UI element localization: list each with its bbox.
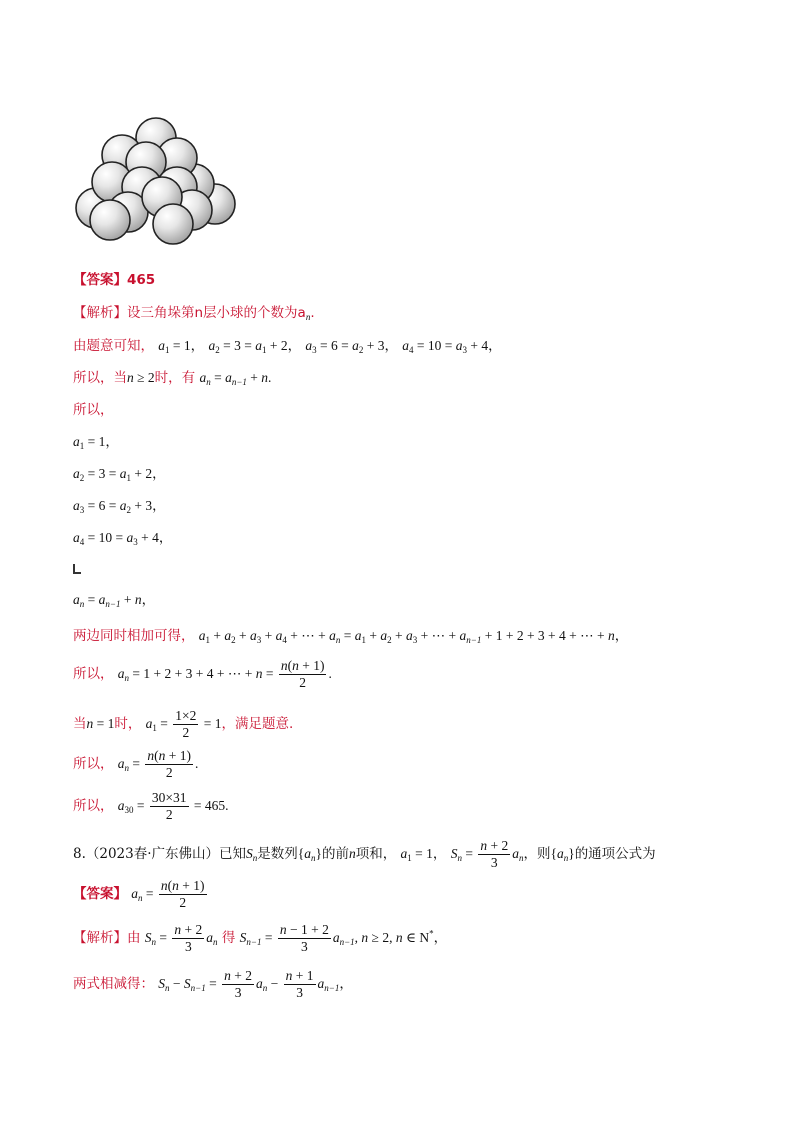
q8-mid4: ，则 — [523, 846, 551, 862]
so-label-2: 所以， — [73, 402, 114, 418]
a30-line: 所以， $a_{30}$ = $\frac{30\times 31}{2}$ = 465. — [73, 790, 229, 822]
ellipsis-mark — [73, 564, 81, 574]
eq-a4: $a_4 = 10 = a_3 + 4$， — [73, 530, 173, 547]
ball-pyramid-figure — [72, 100, 244, 250]
when-label: 当 — [73, 716, 87, 732]
analysis-get: 得 — [221, 930, 236, 946]
eq-an: $a_n = a_{n-1} + n$， — [73, 592, 156, 609]
satisfies-text: ，满足题意. — [221, 716, 294, 732]
q8-mid1: 是数列 — [257, 846, 298, 862]
analysis-tag: 【解析】 — [73, 305, 127, 321]
analysis-text: 设三角垛第n层小球的个数为a — [127, 305, 306, 321]
answer-line-1 — [73, 270, 155, 290]
analysis-line-2: 【解析】由 $S_n$ = $\frac{n + 2}{3}$ $a_n$ 得 $S_{n-1}$ = $\frac{n - 1 + 2}{3}$ $a_{n-1}$, n ≥ 2, n ∈ N*， — [73, 922, 448, 954]
subtract-label: 两式相减得： — [73, 976, 154, 992]
eq-a3: $a_3 = 6 = a_2 + 3$， — [73, 498, 166, 515]
question-8: 8.（2023春·广东佛山）已知$S_n$是数列$\{a_n\}$的前n项和， $a_1 = 1$， $S_n$ = $\frac{n + 2}{3}$ $a_n$，则$\{a_n\}$的通项公式为 — [73, 838, 656, 870]
sum-line: 两边同时相加可得， $a_1 + a_2 + a_3 + a_4$ + ⋯ + $a_n = a_1 + a_2 + a_3$ + ⋯ + $a_{n-1} + 1 + 2 + 3 + 4$ + ⋯ + n， — [73, 628, 629, 645]
so-label-1: 所以，当 — [73, 370, 127, 386]
q8-suffix: 的通项公式为 — [574, 846, 656, 862]
answer-tag: 【答案】 — [73, 272, 127, 288]
so-label-3: 所以， — [73, 666, 114, 682]
an-formula-line: 所以， $a_n = 1 + 2 + 3 + 4$ + ⋯ + n = $\frac{n(n + 1)}{2}$ . — [73, 658, 332, 690]
so-label-4: 所以， — [73, 756, 114, 772]
q8-prefix: 8.（2023春·广东佛山）已知 — [73, 846, 247, 862]
q8-mid3: 项和， — [355, 846, 397, 862]
analysis-tag-2: 【解析】 — [73, 930, 127, 946]
answer-tag-2: 【答案】 — [73, 886, 127, 902]
q8-mid2: 的前 — [322, 846, 349, 862]
conclusion-line: 所以， $a_n$ = $\frac{n(n + 1)}{2}$ . — [73, 748, 199, 780]
recurrence-line: 所以，当n ≥ 2时，有 $a_n = a_{n-1} + n$. — [73, 370, 272, 387]
given-values-line: 由题意可知， $a_1 = 1$， $a_2 = 3 = a_1 + 2$， $a_3 = 6 = a_2 + 3$， $a_4 = 10 = a_3 + 4$， — [73, 338, 502, 355]
answer-line-2: 【答案】 $a_n$ = $\frac{n(n + 1)}{2}$ — [73, 878, 205, 910]
analysis-line-1: 【解析】设三角垛第n层小球的个数为$a_n$. — [73, 305, 315, 322]
a30-value: 465 — [204, 798, 226, 813]
sum-label: 两边同时相加可得， — [73, 628, 195, 644]
given-label: 由题意可知， — [73, 338, 154, 354]
eq-a2: $a_2 = 3 = a_1 + 2$， — [73, 466, 166, 483]
answer-value: 465 — [127, 272, 156, 288]
analysis-from: 由 — [127, 930, 141, 946]
eq-a1: $a_1 = 1$， — [73, 434, 119, 451]
so-line-2 — [73, 400, 114, 420]
subtract-line: 两式相减得： $S_n - S_{n-1}$ = $\frac{n + 2}{3}$ $a_n$ − $\frac{n + 1}{3}$ $a_{n-1}$， — [73, 968, 353, 1000]
so-label-5: 所以， — [73, 798, 114, 814]
check-n1-line: 当n = 1时， $a_1$ = $\frac{1\times 2}{2}$ = 1，满足题意. — [73, 708, 294, 740]
